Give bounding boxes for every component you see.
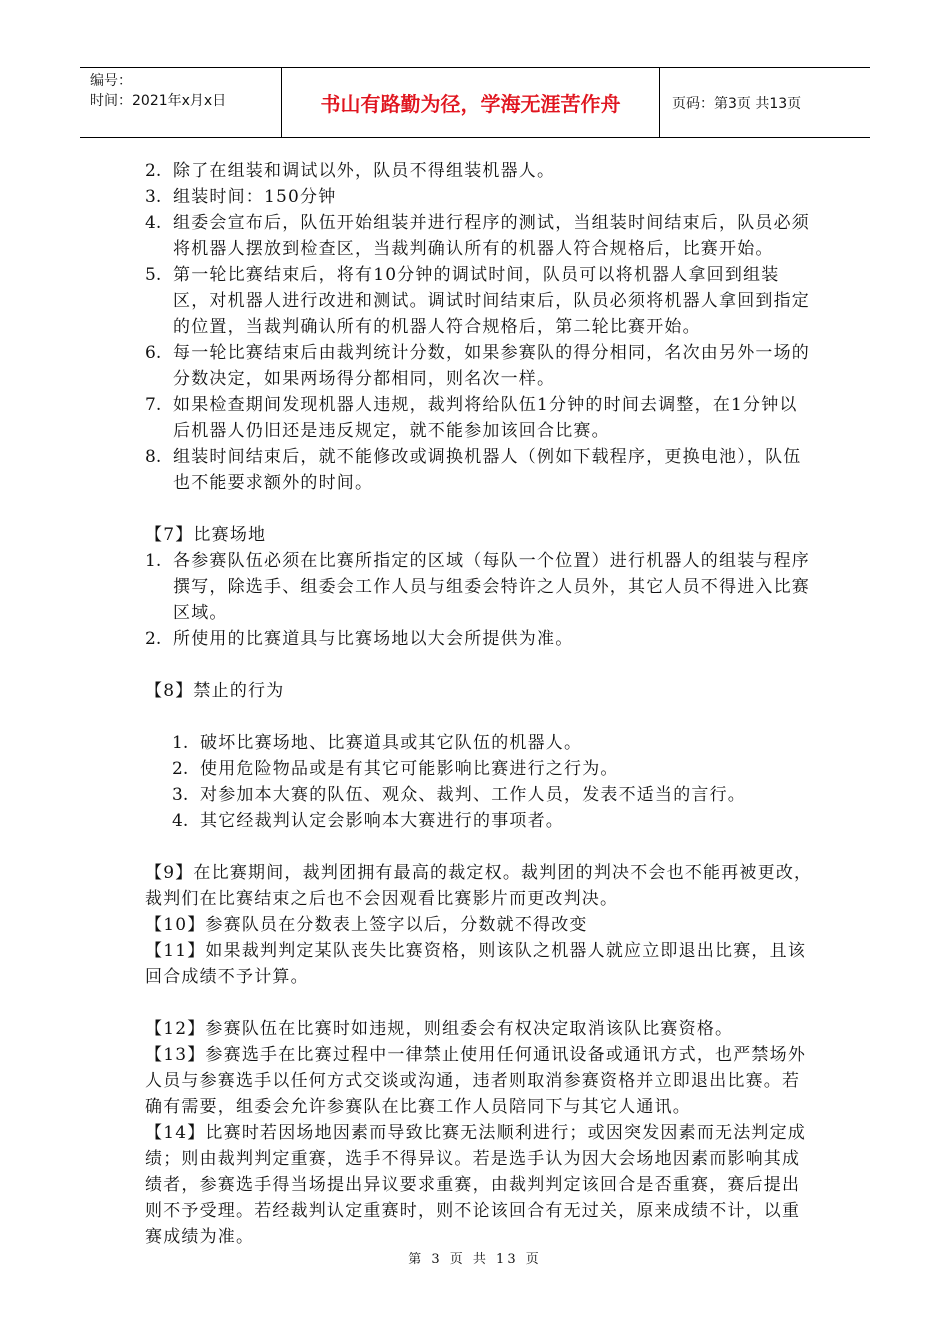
item-text: 如果检查期间发现机器人违规，裁判将给队伍1分钟的时间去调整，在1分钟以后机器人仍旧还是违反规定，就不能参加该回合比赛。 [173,395,798,441]
section-7-list [145,548,815,652]
header-meta [80,68,282,137]
paragraph-13: 【13】参赛选手在比赛过程中一律禁止使用任何通讯设备或通讯方式，也严禁场外人员与参赛选手以任何方式交谈或沟通，违者则取消参赛资格并立即退出比赛。若确有需要，组委会允许参赛队在比赛工作人员陪同下与其它人通讯。 [145,1045,807,1117]
spacer [145,990,815,1016]
item-number: 4. [172,811,189,831]
list-item [145,184,815,210]
item-number: 7. [145,395,162,415]
list-item [145,444,815,496]
item-text: 每一轮比赛结束后由裁判统计分数，如果参赛队的得分相同，名次由另外一场的分数决定，如果两场得分都相同，则名次一样。 [173,343,810,389]
list-item [145,730,815,756]
item-number: 1. [145,551,162,571]
paragraph-14: 【14】比赛时若因场地因素而导致比赛无法顺利进行；或因突发因素而无法判定成绩；则由裁判判定重赛，选手不得异议。若是选手认为因大会场地因素而影响其成绩者，参赛选手得当场提出异议要求重赛，由裁判判定该回合是否重赛，赛后提出则不予受理。若经裁判认定重赛时，则不论该回合有无过关，原来成绩不计，以重赛成绩为准。 [145,1123,807,1247]
item-text: 各参赛队伍必须在比赛所指定的区域（每队一个位置）进行机器人的组装与程序撰写，除选手、组委会工作人员与组委会特许之人员外，其它人员不得进入比赛区域。 [173,551,810,623]
item-text: 其它经裁判认定会影响本大赛进行的事项者。 [200,811,564,831]
header-page-info: 页码：第3页 共13页 [672,95,802,112]
item-text: 除了在组装和调试以外，队员不得组装机器人。 [173,161,556,181]
item-text: 组装时间结束后，就不能修改或调换机器人（例如下载程序，更换电池），队伍也不能要求额外的时间。 [173,447,802,493]
item-text: 使用危险物品或是有其它可能影响比赛进行之行为。 [200,759,619,779]
item-number: 1. [172,733,189,753]
serial-label: 编号： [90,73,132,89]
list-item [145,626,815,652]
list-item [145,262,815,340]
list-item [145,392,815,444]
list-item [145,158,815,184]
item-text: 组装时间：150分钟 [173,187,337,207]
item-text: 对参加本大赛的队伍、观众、裁判、工作人员，发表不适当的言行。 [200,785,746,805]
rules-list [145,158,815,496]
list-item [145,808,815,834]
section-8-title: 【8】禁止的行为 [145,681,285,701]
item-number: 3. [172,785,189,805]
item-number: 5. [145,265,162,285]
spacer [145,704,815,730]
spacer [145,834,815,860]
spacer [145,496,815,522]
list-item [145,756,815,782]
list-item [145,210,815,262]
paragraph-11: 【11】如果裁判判定某队丧失比赛资格，则该队之机器人就应立即退出比赛，且该回合成绩不予计算。 [145,941,807,987]
date-label: 时间：2021年x月x日 [90,93,227,109]
page-footer: 第 3 页 共 13 页 [408,1252,542,1267]
item-text: 破坏比赛场地、比赛道具或其它队伍的机器人。 [200,733,583,753]
item-number: 2. [172,759,189,779]
item-number: 6. [145,343,162,363]
item-number: 2. [145,161,162,181]
item-number: 4. [145,213,162,233]
list-item [145,782,815,808]
section-7-title: 【7】比赛场地 [145,525,267,545]
list-item [145,340,815,392]
item-number: 2. [145,629,162,649]
section-8-list [145,730,815,834]
item-number: 3. [145,187,162,207]
paragraph-10: 【10】参赛队员在分数表上签字以后，分数就不得改变 [145,915,588,935]
paragraph-12: 【12】参赛队伍在比赛时如违规，则组委会有权决定取消该队比赛资格。 [145,1019,734,1039]
motto-text: 书山有路勤为径，学海无涯苦作舟 [320,92,621,116]
list-item [145,548,815,626]
document-body [145,158,815,1250]
page-header [80,67,870,138]
header-motto-cell [282,68,660,137]
item-number: 8. [145,447,162,467]
item-text: 所使用的比赛道具与比赛场地以大会所提供为准。 [173,629,574,649]
item-text: 组委会宣布后，队伍开始组装并进行程序的测试，当组装时间结束后，队员必须将机器人摆放到检查区，当裁判确认所有的机器人符合规格后，比赛开始。 [173,213,810,259]
paragraph-9: 【9】在比赛期间，裁判团拥有最高的裁定权。裁判团的判决不会也不能再被更改，裁判们在比赛结束之后也不会因观看比赛影片而更改判决。 [145,863,813,909]
item-text: 第一轮比赛结束后，将有10分钟的调试时间，队员可以将机器人拿回到组装区，对机器人进行改进和测试。调试时间结束后，队员必须将机器人拿回到指定的位置，当裁判确认所有的机器人符合规格后，第二轮比赛开始。 [173,265,810,337]
spacer [145,652,815,678]
